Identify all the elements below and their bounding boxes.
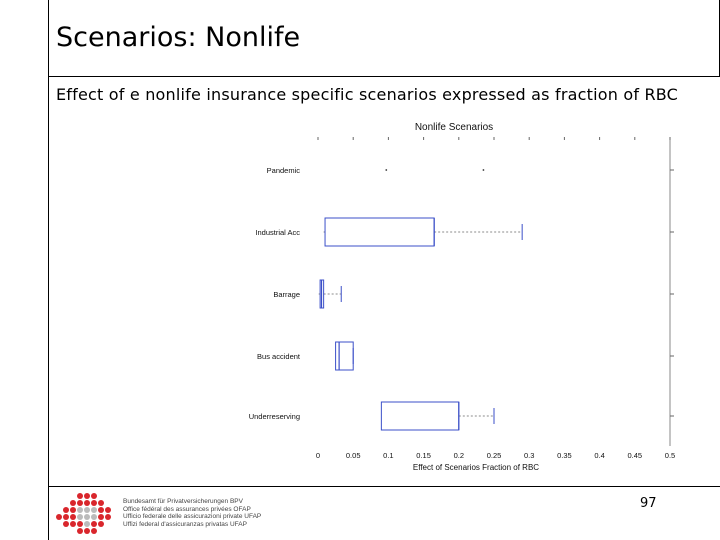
org-line-rm: Uffizi federal d'assicuranzas privatas UFAP — [123, 520, 247, 528]
nonlife-scenarios-chart — [240, 116, 690, 476]
x-tick-label: 0.3 — [523, 451, 535, 460]
x-tick-label: 0.15 — [416, 451, 431, 460]
org-line-fr: Office fédéral des assurances privées OFAP — [123, 505, 251, 513]
left-rule — [48, 0, 49, 540]
bpv-logo-icon — [56, 492, 116, 534]
org-line-de: Bundesamt für Privatversicherungen BPV — [123, 498, 243, 505]
title-rule — [48, 76, 720, 77]
x-tick-label: 0.5 — [664, 451, 676, 460]
box — [325, 218, 434, 246]
x-tick-label: 0.25 — [486, 451, 502, 460]
x-axis-label: Effect of Scenarios Fraction of RBC — [412, 463, 540, 472]
data-point — [483, 169, 485, 171]
slide-title: Scenarios: Nonlife — [56, 22, 301, 53]
chart-title: Nonlife Scenarios — [414, 122, 494, 133]
category-label: Industrial Acc — [255, 228, 300, 237]
x-tick-label: 0 — [315, 451, 321, 460]
category-label: Pandemic — [266, 166, 300, 175]
org-line-it: Ufficio federale delle assicurazioni private UFAP — [123, 513, 262, 521]
box — [336, 342, 354, 370]
x-tick-label: 0.05 — [345, 451, 361, 460]
x-tick-label: 0.1 — [383, 451, 394, 460]
x-tick-label: 0.35 — [557, 451, 572, 460]
box — [381, 402, 458, 430]
page-number: 97 — [640, 496, 657, 511]
organization-names — [123, 498, 261, 528]
category-label: Barrage — [273, 290, 300, 299]
x-tick-label: 0.45 — [627, 451, 643, 460]
slide-subtitle: Effect of e nonlife insurance specific scenarios expressed as fraction of RBC — [56, 85, 679, 104]
x-tick-label: 0.4 — [594, 451, 605, 460]
x-tick-label: 0.2 — [453, 451, 465, 460]
category-label: Bus accident — [257, 352, 300, 361]
category-label: Underreserving — [248, 412, 300, 421]
footer-rule — [48, 486, 720, 487]
data-point — [385, 169, 387, 171]
